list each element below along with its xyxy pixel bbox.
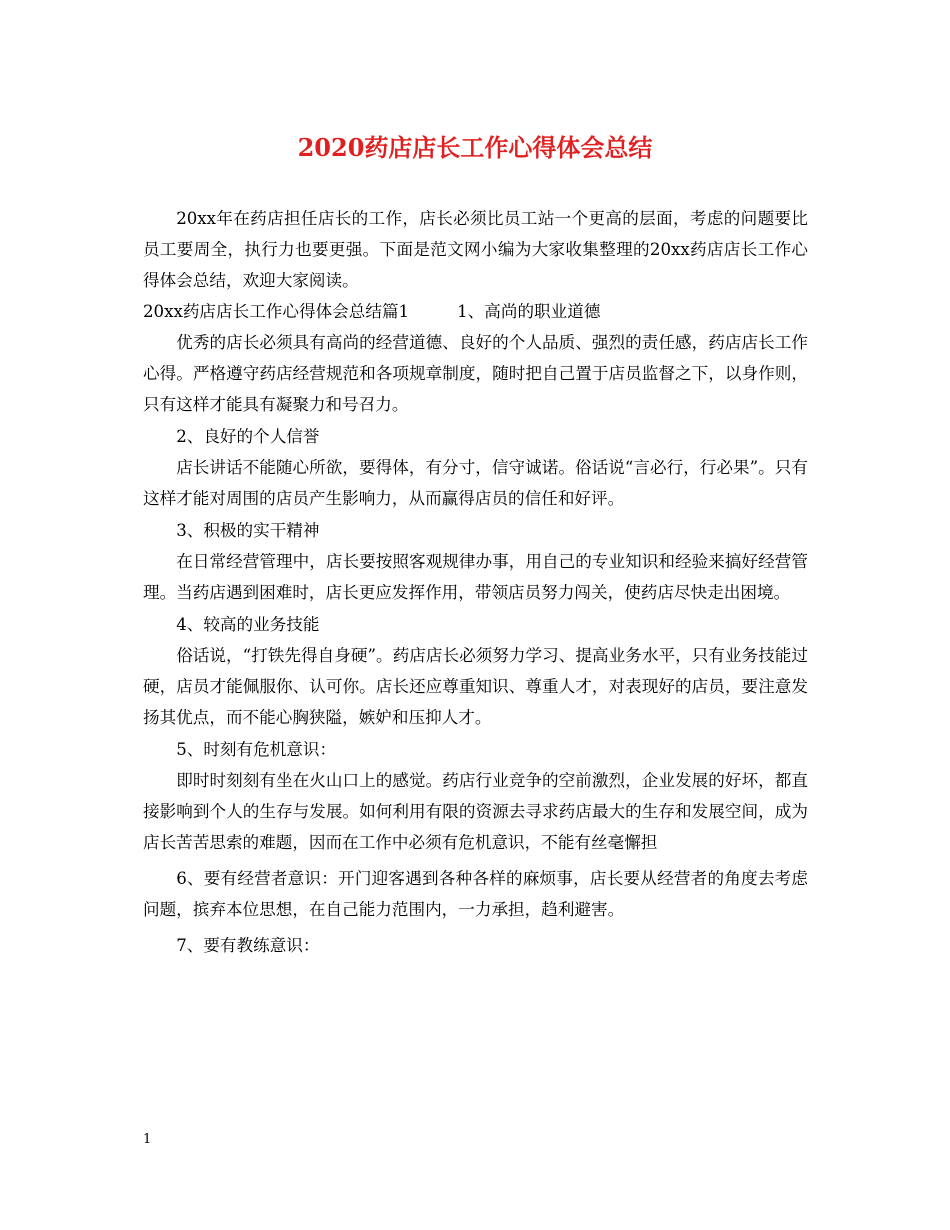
- section-3-heading: 3、积极的实干精神: [176, 521, 320, 540]
- section-6-text: 6、要有经营者意识：开门迎客遇到各种各样的麻烦事，店长要从经营者的角度去考虑问题，摈弃本位思想，在自己能力范围内，一力承担，趋利避害。: [143, 869, 808, 919]
- section-4-text: 俗话说，“打铁先得自身硬”。药店店长必须努力学习、提高业务水平，只有业务技能过硬，店员才能佩服你、认可你。店长还应尊重知识、尊重人才，对表现好的店员，要注意发扬其优点，而不能心胸狭隘，嫉妒和压抑人才。: [143, 646, 808, 727]
- section-title-line: [143, 296, 808, 327]
- section-4-heading: 4、较高的业务技能: [176, 615, 320, 634]
- intro-paragraph: 20xx年在药店担任店长的工作，店长必须比员工站一个更高的层面，考虑的问题要比员工要周全，执行力也要更强。下面是范文网小编为大家收集整理的20xx药店店长工作心得体会总结，欢迎大家阅读。: [143, 209, 808, 290]
- section-title: 20xx药店店长工作心得体会总结篇1: [143, 302, 410, 321]
- document-body: [143, 203, 808, 961]
- section-1-heading: 1、高尚的职业道德: [457, 302, 601, 321]
- document-title: 2020药店店长工作心得体会总结: [297, 133, 653, 162]
- section-1-text: 优秀的店长必须具有高尚的经营道德、良好的个人品质、强烈的责任感，药店店长工作心得。严格遵守药店经营规范和各项规章制度，随时把自己置于店员监督之下，以身作则，只有这样才能具有凝聚力和号召力。: [143, 333, 808, 414]
- section-5-text: 即时时刻刻有坐在火山口上的感觉。药店行业竞争的空前激烈，企业发展的好坏，都直接影响到个人的生存与发展。如何利用有限的资源去寻求药店最大的生存和发展空间，成为店长苦苦思索的难题，因而在工作中必须有危机意识，不能有丝毫懈担: [143, 771, 808, 852]
- page-number: 1: [143, 1132, 152, 1147]
- section-5-heading: 5、时刻有危机意识：: [176, 740, 337, 759]
- section-7-heading: 7、要有教练意识：: [176, 936, 320, 955]
- section-2-text: 店长讲话不能随心所欲，要得体，有分寸，信守诚诺。俗话说“言必行，行必果”。只有这样才能对周围的店员产生影响力，从而赢得店员的信任和好评。: [143, 458, 808, 508]
- section-2-heading: 2、良好的个人信誉: [176, 427, 320, 446]
- section-3-text: 在日常经营管理中，店长要按照客观规律办事，用自己的专业知识和经验来搞好经营管理。当药店遇到困难时，店长更应发挥作用，带领店员努力闯关，使药店尽快走出困境。: [143, 552, 808, 602]
